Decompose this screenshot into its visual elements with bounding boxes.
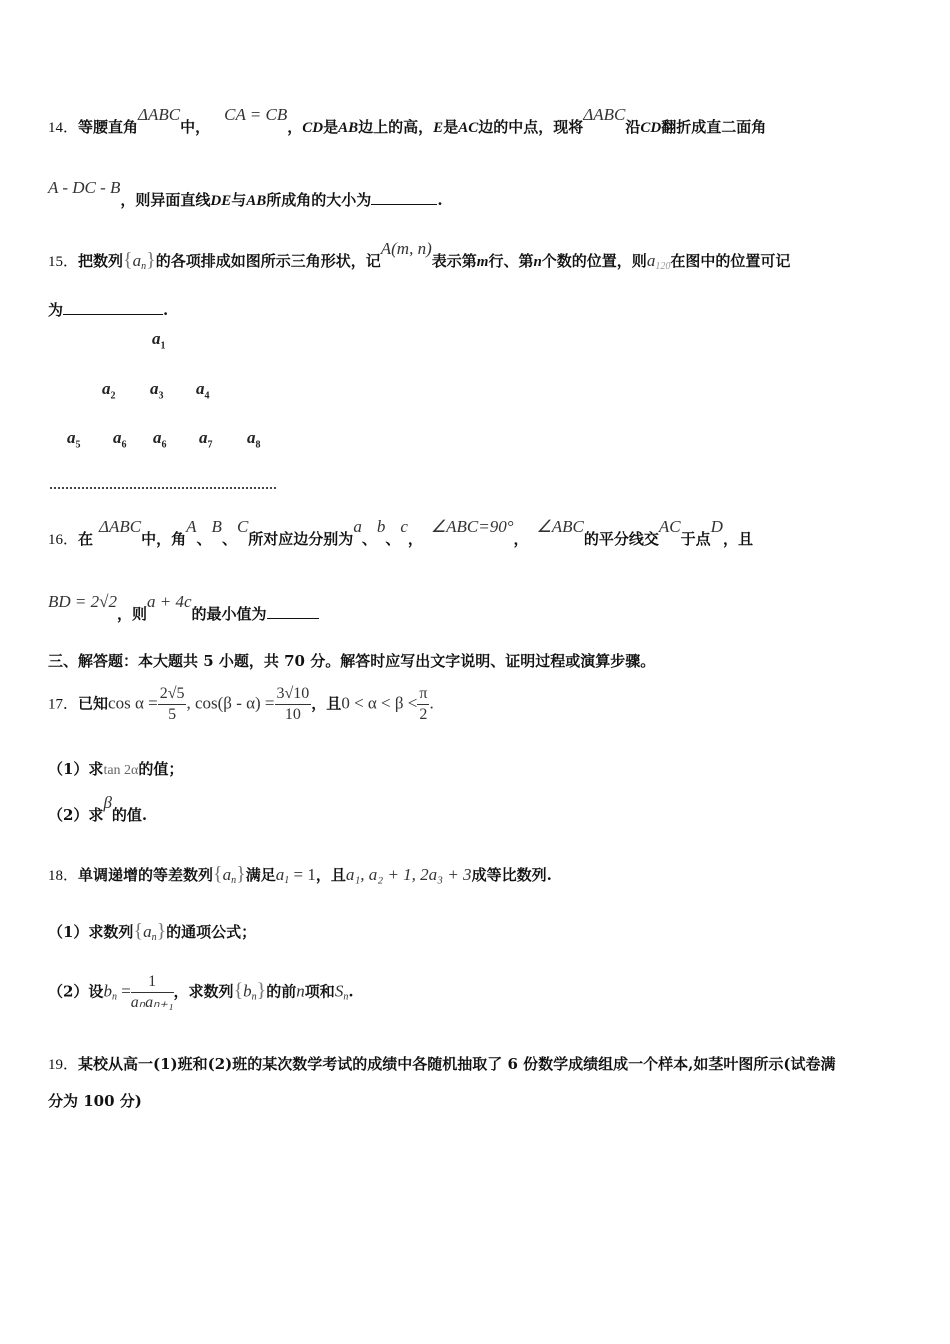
q18-part2: （2）设$b_n$ = $\frac{1}{\text{aₙaₙ₊₁}}$ ，求数列$\{b_n\}$的前n项和$S_n$. [48,973,354,1011]
math-triangle: ΔABC [583,105,626,124]
q17-line1: 17．已知cos α = $\frac{2√5}{5}$ , cos(β - α) = $\frac{3√10}{10}$ ，且0 < α < β < $\frac{\pi}{2}$ . [48,685,434,723]
math-amn: A(m, n) [380,239,432,258]
question-number: 15． [48,254,79,270]
math-ca-cb: CA = CB [224,105,288,124]
question-number: 17． [48,696,79,713]
section-heading: 三、解答题：本大题共 5 小题，共 70 分。解答时应写出文字说明、证明过程或演算步骤。 [48,652,656,670]
q14-line1: 14．等腰直角ΔABC中，CA = CB，CD是AB边上的高，E是AC边的中点，现将ΔABC沿CD翻折成直二面角 [48,105,767,136]
triangle-item: $a_5$ [67,428,81,451]
triangle-item: $a_6$ [113,428,127,451]
q16-line1: 16．在ΔABC中，角A、B、C所对应边分别为a、b、c，∠ABC=90°，∠ABC的平分线交AC于点D，且 [48,517,753,548]
math-triangle: ΔABC [99,517,142,536]
dotted-continuation [50,487,276,489]
question-number: 18． [48,868,79,884]
math-angle: ∠ABC=90° [430,517,514,536]
q19-line2: 分为 100 分) [48,1092,142,1110]
math-a120: a [646,251,656,270]
triangle-item: $a_2$ [102,379,116,402]
math-expr: a + 4c [146,592,192,611]
answer-blank [63,300,163,315]
triangle-item: $a_7$ [199,428,213,451]
math-sequence: a₁, a₂ + 1, 2a₃ + 3 [345,865,472,884]
q16-line2: BD = 2√2，则a + 4c的最小值为 [48,603,319,624]
q17-part2: （2）求β的值. [48,793,148,824]
triangle-item: $a_8$ [247,428,261,451]
triangle-item: $a_1$ [152,329,166,352]
q18-line1: 18．单调递增的等差数列$\{a_n\}$满足$a_1 = 1$，且a₁, a₂ + 1, 2a₃ + 3成等比数列. [48,863,552,886]
triangle-item: $a_3$ [150,379,164,402]
fraction: $\frac{\pi}{2}$ [419,685,428,723]
q14-line2: A - DC - B，则异面直线DE与AB所成角的大小为 . [48,178,443,209]
answer-blank [371,190,437,205]
question-number: 19． [48,1057,79,1073]
math-an: a [132,251,142,270]
question-number: 14． [48,120,79,136]
fraction: $\frac{3√10}{10}$ [276,685,310,723]
math-dihedral: A - DC - B [48,178,121,197]
q15-line1: 15．把数列$\{a_n\}$的各项排成如图所示三角形状，记A(m, n)表示第m行、第n个数的位置，则$a_{120}$在图中的位置可记 [48,239,791,272]
triangle-item: $a_4$ [196,379,210,402]
triangle-item: $a_6$ [153,428,167,451]
q19-line1: 19．某校从高一(1)班和(2)班的某次数学考试的成绩中各随机抽取了 6 份数学成绩组成一个样本,如茎叶图所示(试卷满 [48,1055,836,1073]
math-bd: BD = 2√2 [48,592,117,611]
q15-line2: 为 . [48,301,169,319]
q18-part1: （1）求数列$\{a_n\}$的通项公式； [48,920,257,943]
q17-part1: （1）求tan 2α的值； [48,760,184,778]
math-triangle: ΔABC [138,105,181,124]
fraction: $\frac{1}{\text{aₙaₙ₊₁}}$ [130,973,174,1011]
question-number: 16． [48,532,79,548]
answer-blank [267,604,319,619]
fraction: $\frac{2√5}{5}$ [159,685,185,723]
